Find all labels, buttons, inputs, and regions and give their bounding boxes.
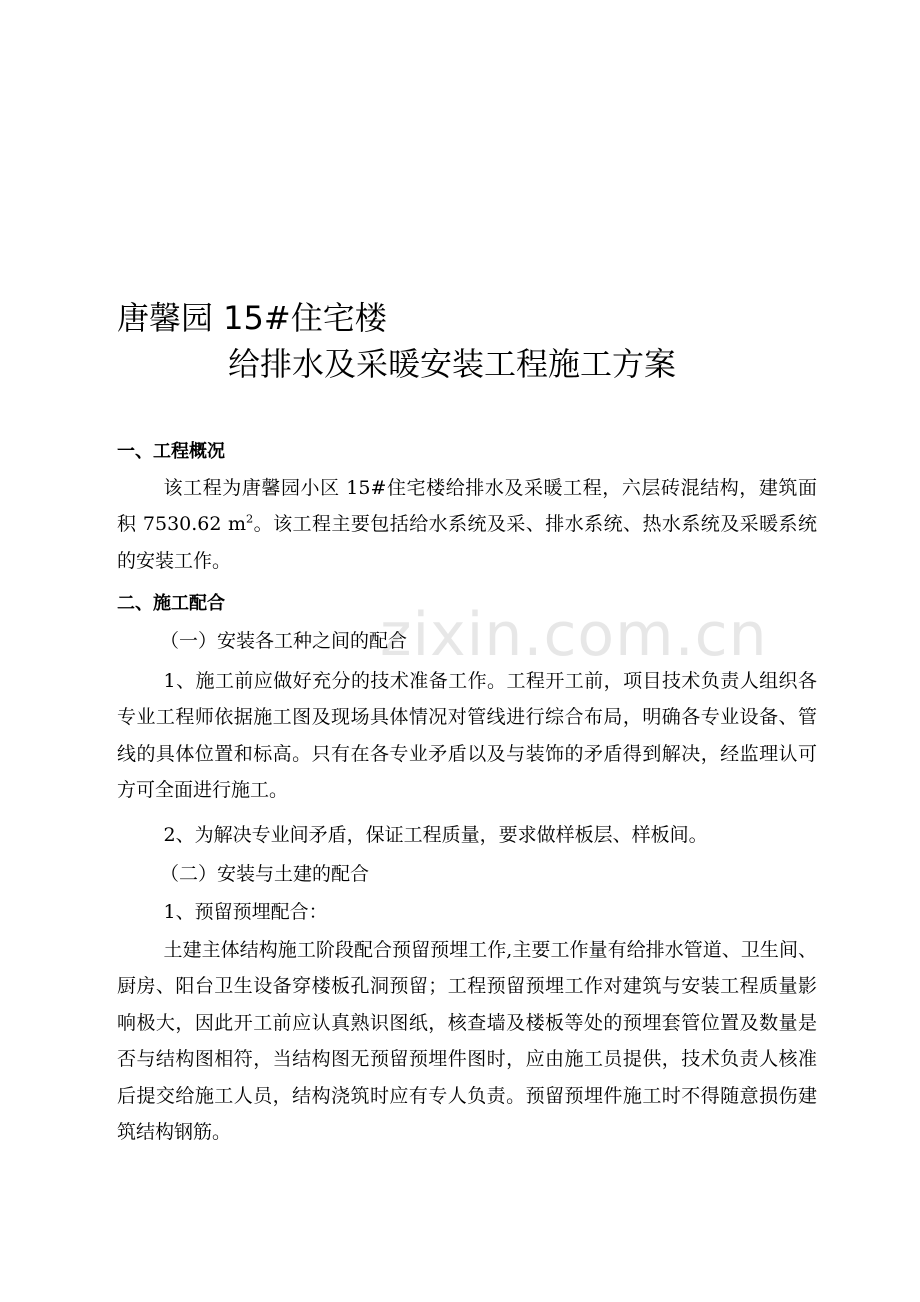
last-paragraph: 土建主体结构施工阶段配合预留预埋工作,主要工作量有给排水管道、卫生间、厨房、阳台卫生设备穿楼板孔洞预留；工程预留预埋工作对建筑与安装工程质量影响极大，因此开工前应认真熟识图纸，核查墙及楼板等处的预埋套管位置及数量是否与结构图相符，当结构图无预留预埋件图时，应由施工员提供，技术负责人核准后提交给施工人员，结构浇筑时应有专人负责。预留预埋件施工时不得随意损伤建筑结构钢筋。 <box>117 939 817 1144</box>
section2-heading: 二、施工配合 <box>117 593 225 614</box>
subsection1-heading: （一）安装各工种之间的配合 <box>160 630 408 652</box>
area-unit-superscript: 2 <box>245 512 254 527</box>
item3-paragraph: 1、预留预埋配合： <box>163 901 328 923</box>
subsection2-heading: （二）安装与土建的配合 <box>160 863 370 885</box>
watermark: zixin.com.cn <box>380 600 768 670</box>
section1-paragraph-part1: 该工程为唐馨园小区 15#住宅楼给排水及采暖工程，六层砖混结构，建筑面积 7530.62 m <box>117 477 817 536</box>
document-title-line2: 给排水及采暖安装工程施工方案 <box>228 345 677 383</box>
section1-paragraph <box>117 470 817 579</box>
item2-paragraph: 2、为解决专业间矛盾，保证工程质量，要求做样板层、样板间。 <box>163 824 708 846</box>
section1-heading: 一、工程概况 <box>117 441 225 462</box>
document-title-line1: 唐馨园 15#住宅楼 <box>117 299 387 337</box>
section1-paragraph-part2: 。该工程主要包括给水系统及采、排水系统、热水系统及采暖系统的安装工作。 <box>117 513 817 572</box>
item1-paragraph: 1、施工前应做好充分的技术准备工作。工程开工前，项目技术负责人组织各专业工程师依据施工图及现场具体情况对管线进行综合布局，明确各专业设备、管线的具体位置和标高。只有在各专业矛盾以及与装饰的矛盾得到解决，经监理认可方可全面进行施工。 <box>117 670 817 802</box>
